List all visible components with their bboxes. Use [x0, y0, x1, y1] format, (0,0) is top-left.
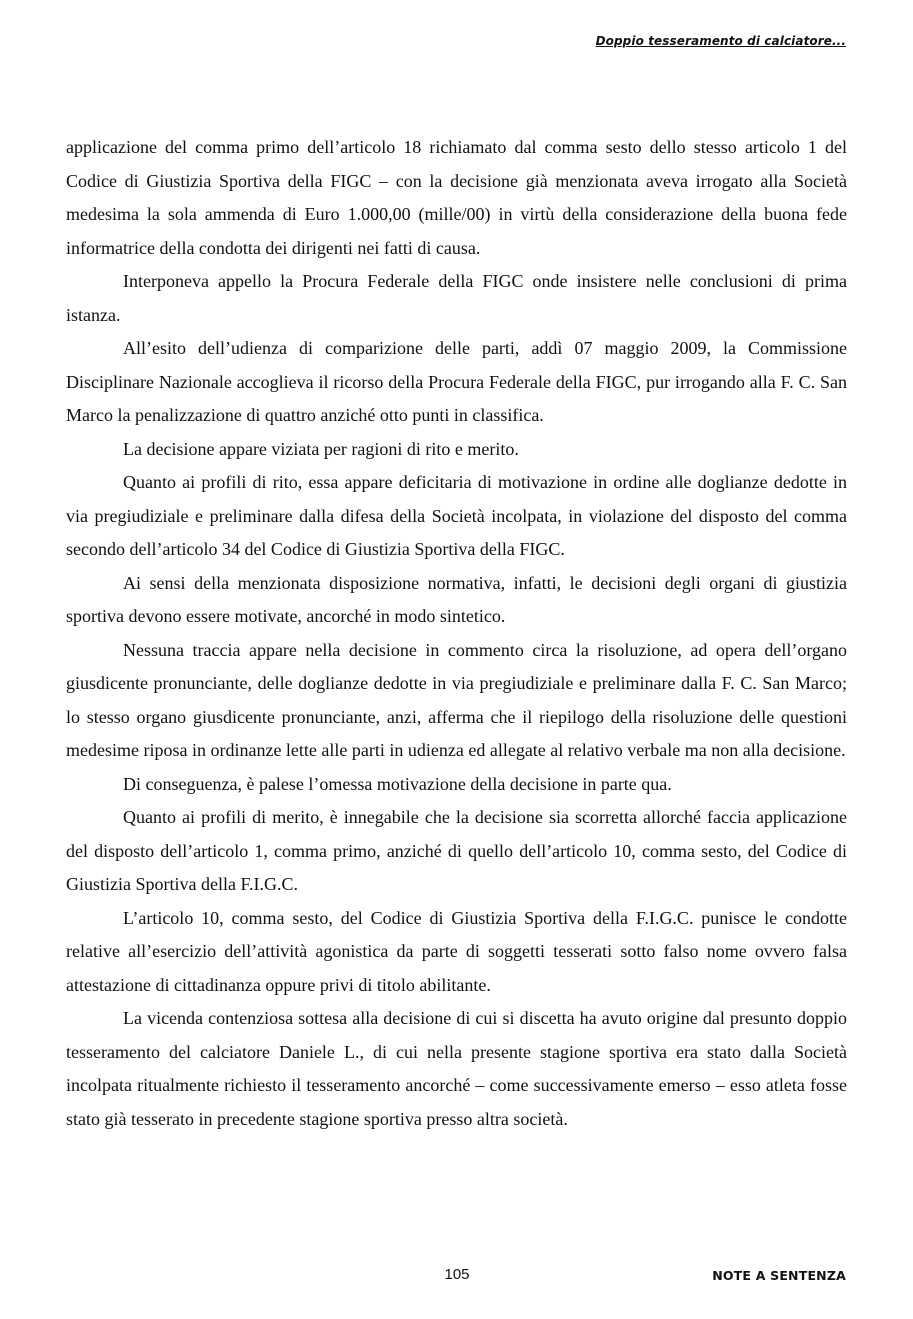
- paragraph-3: All’esito dell’udienza di comparizione delle parti, addì 07 maggio 2009, la Commissione Disciplinare Nazionale accoglieva il ricorso della Procura Federale della FIGC, pur irrogando alla F. C. San Marco la penalizzazione di quattro anziché otto punti in classifica.: [66, 338, 847, 425]
- running-header-title: Doppio tesseramento di calciatore...: [595, 34, 846, 48]
- paragraph-6: Ai sensi della menzionata disposizione normativa, infatti, le decisioni degli organi di giustizia sportiva devono essere motivate, ancorché in modo sintetico.: [66, 572, 847, 626]
- footer-section-label: NOTE A SENTENZA: [712, 1268, 846, 1283]
- paragraph-4: La decisione appare viziata per ragioni di rito e merito.: [123, 438, 519, 459]
- paragraph-8: Di conseguenza, è palese l’omessa motivazione della decisione in parte qua.: [123, 773, 672, 794]
- paragraph-11: La vicenda contenziosa sottesa alla decisione di cui si discetta ha avuto origine dal presunto doppio tesseramento del calciatore Daniele L., di cui nella presente stagione sportiva era stato dalla Società incolpata ritualmente richiesto il tesseramento ancorché – come successivamente emerso – esso atleta fosse stato già tesserato in precedente stagione sportiva presso altra società.: [66, 1008, 847, 1129]
- paragraph-2: Interponeva appello la Procura Federale della FIGC onde insistere nelle conclusioni di prima istanza.: [66, 271, 847, 325]
- paragraph-5: Quanto ai profili di rito, essa appare deficitaria di motivazione in ordine alle doglianze dedotte in via pregiudiziale e preliminare dalla difesa della Società incolpata, in violazione del disposto del comma secondo dell’articolo 34 del Codice di Giustizia Sportiva della FIGC.: [66, 472, 847, 559]
- paragraph-1: applicazione del comma primo dell’articolo 18 richiamato dal comma sesto dello stesso articolo 1 del Codice di Giustizia Sportiva della FIGC – con la decisione già menzionata aveva irrogato alla Società medesima la sola ammenda di Euro 1.000,00 (mille/00) in virtù della considerazione della buona fede informatrice della condotta dei dirigenti nei fatti di causa.: [66, 137, 847, 258]
- page-number: 105: [444, 1266, 470, 1283]
- paragraph-9: Quanto ai profili di merito, è innegabile che la decisione sia scorretta allorché faccia applicazione del disposto dell’articolo 1, comma primo, anziché di quello dell’articolo 10, comma sesto, del Codice di Giustizia Sportiva della F.I.G.C.: [66, 807, 847, 894]
- paragraph-10: L’articolo 10, comma sesto, del Codice di Giustizia Sportiva della F.I.G.C. punisce le condotte relative all’esercizio dell’attività agonistica da parte di soggetti tesserati sotto falso nome ovvero falsa attestazione di cittadinanza oppure privi di titolo abilitante.: [66, 907, 847, 995]
- document-body: [66, 131, 847, 1136]
- paragraph-7: Nessuna traccia appare nella decisione in commento circa la risoluzione, ad opera dell’organo giusdicente pronunciante, delle doglianze dedotte in via pregiudiziale e preliminare dalla F. C. San Marco; lo stesso organo giusdicente pronunciante, anzi, afferma che il riepilogo della risoluzione delle questioni medesime riposa in ordinanze lette alle parti in udienza ed allegate al relativo verbale ma non alla decisione.: [66, 639, 847, 760]
